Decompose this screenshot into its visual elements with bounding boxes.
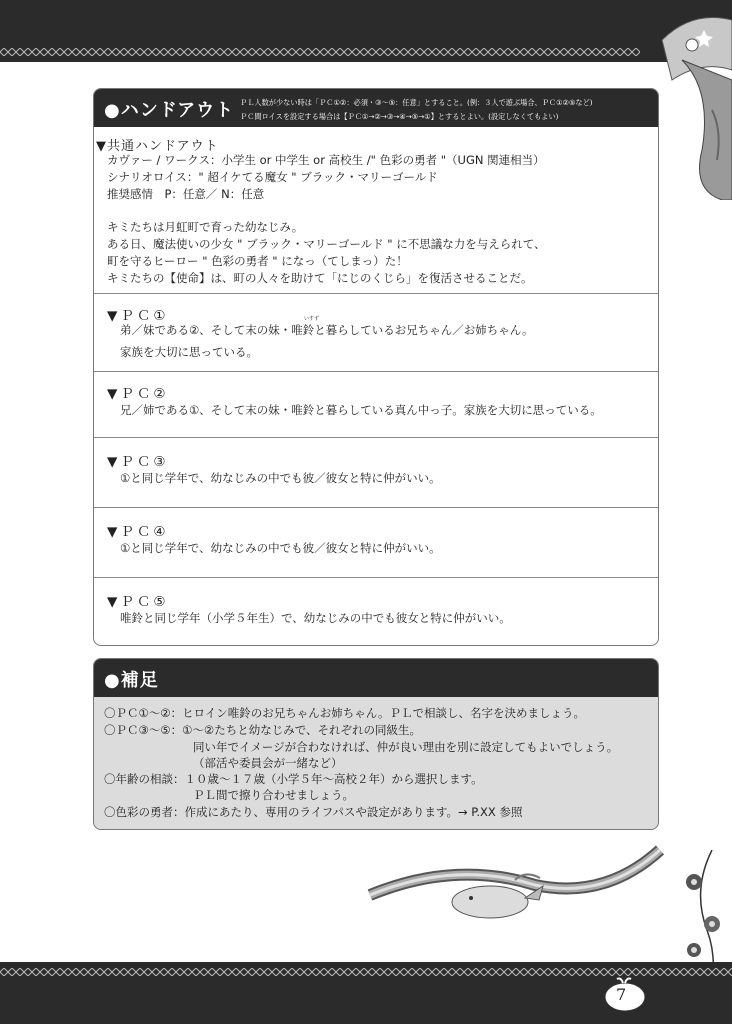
pc4-heading: ▼ＰＣ④ [107, 524, 169, 540]
handout-notes [240, 96, 593, 124]
pc2-heading: ▼ＰＣ② [107, 386, 169, 402]
pc3-block [94, 437, 658, 507]
pc3-line: ①と同じ学年で、幼なじみの中でも彼／彼女と特に仲がいい。 [120, 471, 441, 485]
supplement-section [93, 658, 659, 830]
supplement-line: 同い年でイメージが合わなければ、仲が良い理由を別に設定してもよいでしょう。 [193, 740, 619, 754]
common-body-line: ある日、魔法使いの少女 " ブラック・マリーゴールド " に不思議な力を与えられて、 [107, 237, 546, 251]
pc4-line: ①と同じ学年で、幼なじみの中でも彼／彼女と特に仲がいい。 [120, 541, 441, 555]
supplement-header [94, 659, 658, 697]
pc1-ruby: いすず [304, 316, 320, 322]
supplement-line: 〇ＰＣ③〜⑤：①〜②たちと幼なじみで、それぞれの同級生。 [104, 723, 422, 737]
handout-section [93, 88, 659, 646]
supplement-line: 〇ＰＣ①〜②：ヒロイン唯鈴のお兄ちゃんお姉ちゃん。ＰＬで相談し、名字を決めましょう。 [104, 706, 585, 720]
pc5-line: 唯鈴と同じ学年（小学５年生）で、幼なじみの中でも彼女と特に仲がいい。 [120, 611, 511, 625]
page-number: 7 [616, 985, 627, 1004]
supplement-line: ＰＬ間で擦り合わせましょう。 [193, 788, 354, 802]
scenario-lois-line: シナリオロイス：" 超イケてる魔女 " ブラック・マリーゴールド [107, 170, 438, 184]
common-body-line: 町を守るヒーロー " 色彩の勇者 " になっ（てしまっ）た！ [107, 254, 408, 268]
pc3-heading: ▼ＰＣ③ [107, 454, 169, 470]
pc2-line: 兄／姉である①、そして末の妹・唯鈴と暮らしている真ん中っ子。家族を大切に思っている。 [120, 403, 602, 417]
pc2-block [94, 371, 658, 437]
rainbow-whale-illustration [365, 840, 665, 930]
supplement-line: 〇年齢の相談：１０歳〜１７歳（小学５年〜高校２年）から選択します。 [104, 772, 483, 786]
handout-title: ●ハンドアウト [104, 100, 235, 121]
pc5-heading: ▼ＰＣ⑤ [107, 594, 169, 610]
pc1-line: 家族を大切に思っている。 [120, 345, 258, 359]
supplement-line: （部活や委員会が一緒など） [193, 756, 343, 770]
pc1-heading: ▼ＰＣ① [107, 308, 169, 324]
pc4-block [94, 507, 658, 577]
common-handout-block [94, 127, 658, 292]
common-handout-heading: ▼共通ハンドアウト [96, 139, 219, 154]
common-body-line: キミたちの【使命】は、町の人々を助けて「にじのくじら」を復活させることだ。 [107, 271, 533, 285]
cover-works-line: カヴァー / ワークス：小学生 or 中学生 or 高校生 /" 色彩の勇者 "（UGN 関連相当） [107, 153, 545, 167]
pc1-block [94, 293, 658, 371]
supplement-line: 〇色彩の勇者：作成にあたり、専用のライフパスや設定があります。→ P.XX 参照 [104, 805, 523, 819]
common-body-line: キミたちは月虹町で育った幼なじみ。 [107, 220, 304, 234]
handout-note-2: ＰＣ間ロイスを設定する場合は【ＰＣ①→②→③→④→⑤→①】とするとよい。(設定しなくてもよい) [240, 112, 559, 121]
recommended-emotion-line: 推奨感情 P：任意／ N：任意 [107, 187, 265, 201]
handout-note-1: ＰＬ人数が少ない時は「ＰＣ①②：必須・③〜⑤：任意」とすること。(例：３人で遊ぶ場合、ＰＣ①②⑤など) [240, 98, 593, 107]
handout-header [94, 89, 658, 127]
pc5-block [94, 577, 658, 646]
supplement-title: ●補足 [104, 670, 159, 691]
pc1-line: 弟／妹である②、そして末の妹・唯鈴と暮らしているお兄ちゃん／お姉ちゃん。 [120, 323, 534, 337]
chain-border-top [0, 48, 640, 56]
